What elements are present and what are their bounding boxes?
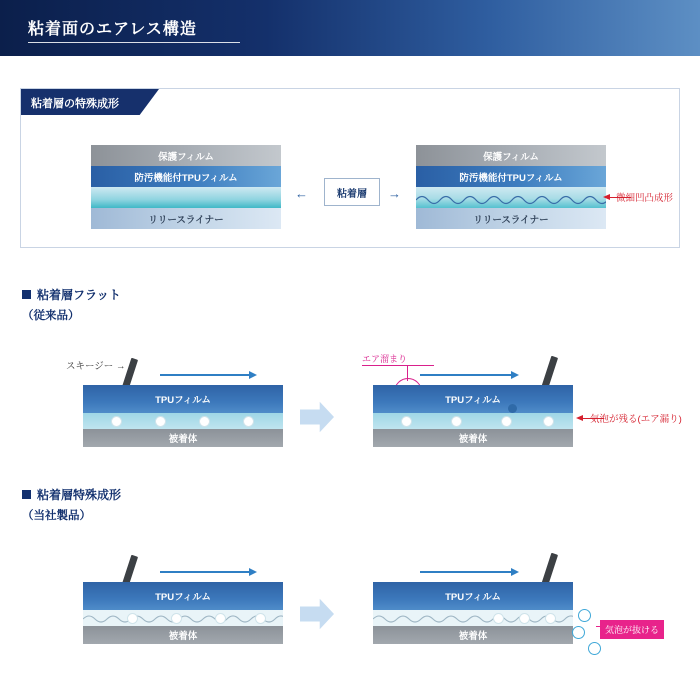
bullet-square-icon [22, 290, 31, 299]
flow-direction-arrow [160, 571, 250, 573]
arrow-left-glyph: ← [295, 186, 308, 201]
section-special-subheading: （当社製品） [22, 510, 91, 522]
adhesive-layer-label: 粘着層 [324, 178, 380, 206]
air-bubble [493, 613, 504, 624]
flow-direction-arrow [420, 571, 512, 573]
tpu-film-layer: TPUフィルム [83, 385, 283, 413]
adhesive-structure-panel [20, 88, 680, 248]
layer-tpu-film: 防汚機能付TPUフィルム [416, 166, 606, 187]
air-pocket-label: エア溜まり [362, 354, 408, 364]
substrate-layer: 被着体 [373, 429, 573, 447]
flat-before-diagram [83, 385, 283, 447]
adhesive-textured-layer [373, 610, 573, 626]
air-bubble [401, 416, 412, 427]
panel-tab-label: 粘着層の特殊成形 [31, 98, 119, 110]
section-flat-heading: 粘着層フラット [22, 286, 121, 303]
adhesive-textured-layer [83, 610, 283, 626]
bullet-square-icon [22, 490, 31, 499]
air-bubble [543, 416, 554, 427]
special-after-diagram [373, 582, 573, 644]
residual-bubble-label: 気泡が残る(エア漏り) [590, 414, 682, 425]
right-layer-stack [416, 145, 606, 229]
air-bubble [501, 416, 512, 427]
title-underline [28, 42, 240, 43]
substrate-layer: 被着体 [83, 429, 283, 447]
escape-label-badge: 気泡が抜ける [600, 620, 664, 639]
texture-callout-label: 微細凹凸成形 [616, 193, 674, 204]
air-bubble [215, 613, 226, 624]
air-bubble [111, 416, 122, 427]
page-header [0, 0, 700, 56]
escaping-bubble [588, 642, 601, 655]
escaping-bubble [572, 626, 585, 639]
air-bubble [199, 416, 210, 427]
layer-release-liner: リリースライナー [416, 208, 606, 229]
process-arrow-icon [300, 400, 334, 434]
layer-adhesive-flat [91, 187, 281, 208]
air-bubble [243, 416, 254, 427]
flow-direction-arrow [160, 374, 250, 376]
flow-direction-arrow [420, 374, 512, 376]
air-pocket-leader [362, 365, 434, 366]
left-layer-stack [91, 145, 281, 229]
substrate-layer: 被着体 [83, 626, 283, 644]
layer-release-liner: リリースライナー [91, 208, 281, 229]
section-flat-subheading: （従来品） [22, 310, 80, 322]
layer-protect-film: 保護フィルム [91, 145, 281, 166]
squeegee-label: スキージー → [66, 361, 126, 372]
section-special-heading: 粘着層特殊成形 [22, 486, 121, 503]
panel-tab [21, 89, 173, 115]
air-bubble [545, 613, 556, 624]
air-bubble [519, 613, 530, 624]
escaping-bubble [578, 609, 591, 622]
layer-adhesive-textured [416, 187, 606, 208]
trapped-bubble [508, 404, 517, 413]
tpu-film-layer: TPUフィルム [373, 582, 573, 610]
air-bubble [451, 416, 462, 427]
layer-tpu-film: 防汚機能付TPUフィルム [91, 166, 281, 187]
tpu-film-layer: TPUフィルム [83, 582, 283, 610]
air-bubble [127, 613, 138, 624]
air-bubble [255, 613, 266, 624]
substrate-layer: 被着体 [373, 626, 573, 644]
arrow-right-glyph: → [388, 186, 401, 201]
air-bubble [155, 416, 166, 427]
flat-after-diagram [373, 385, 573, 447]
air-bubble [171, 613, 182, 624]
layer-protect-film: 保護フィルム [416, 145, 606, 166]
special-before-diagram [83, 582, 283, 644]
process-arrow-icon [300, 597, 334, 631]
tpu-film-layer: TPUフィルム [373, 385, 573, 413]
page-title: 粘着面のエアレス構造 [28, 21, 197, 38]
